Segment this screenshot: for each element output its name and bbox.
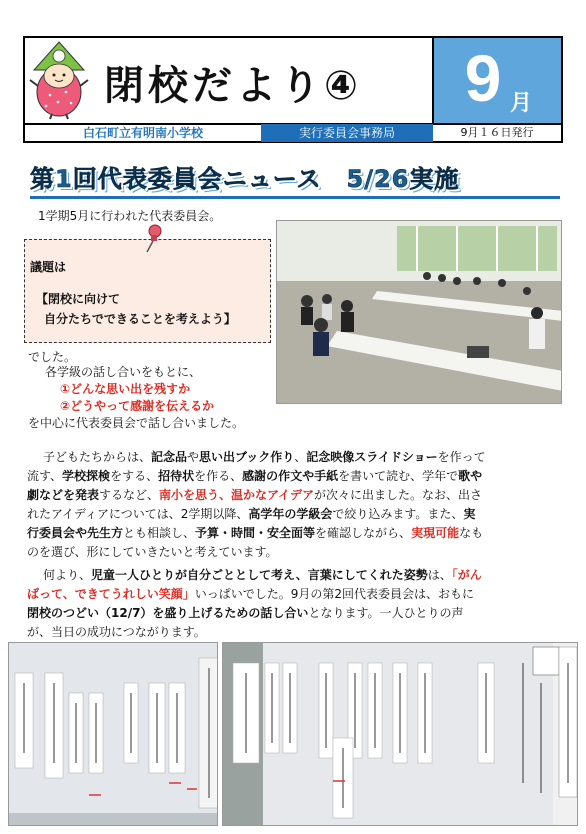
paragraph-line bbox=[27, 585, 562, 604]
text-run: 高学年の学級会 bbox=[248, 507, 333, 521]
text-run: 閉校のつどい（12/7）を盛り上げるための話し合い bbox=[27, 606, 309, 620]
school-name: 白石町立有明南小学校 bbox=[82, 126, 203, 140]
paragraph-line bbox=[27, 623, 562, 642]
push-pin-icon bbox=[142, 224, 164, 254]
discussion-end: を中心に代表委員会で話し合いました。 bbox=[28, 416, 245, 430]
point-1: ①どんな思い出を残すか bbox=[60, 382, 191, 396]
text-run: 行委員会や先生方 bbox=[27, 526, 124, 540]
text-run: とも相談し、 bbox=[123, 526, 196, 540]
text-run: ばって、できてうれしい笑顔」 bbox=[27, 587, 195, 601]
text-run: するなど、 bbox=[99, 488, 160, 502]
text-run: 思い出ブック作り bbox=[199, 450, 295, 464]
text-run: 予算・時間・安全面等 bbox=[195, 526, 316, 540]
text-run: を書いて読む、学年で bbox=[338, 469, 459, 483]
text-run: 児童一人ひとりが自分ごととして考え、言葉にしてくれた姿勢 bbox=[91, 568, 428, 582]
text-run: 招待状 bbox=[158, 469, 195, 483]
board-photo-left bbox=[8, 642, 218, 826]
text-run: 記念品 bbox=[151, 450, 188, 464]
paragraph-line bbox=[27, 448, 562, 467]
text-run: 歌や bbox=[458, 469, 483, 483]
month-suffix: 月 bbox=[510, 91, 533, 116]
mascot-illustration bbox=[26, 40, 92, 120]
text-run: 学校探検 bbox=[62, 469, 111, 483]
text-run: を作って bbox=[437, 450, 486, 464]
paragraph-ideas bbox=[27, 448, 562, 562]
paragraph-line bbox=[27, 524, 562, 543]
text-run: いっぱいでした。9月の第2回代表委員会は、おもに bbox=[194, 587, 475, 601]
issue-date: 9月１６日発行 bbox=[460, 126, 534, 139]
text-run: なも bbox=[459, 526, 484, 540]
agenda-line-1: 【閉校に向けて bbox=[36, 292, 121, 306]
text-run: が次々に出ました。なお、出さ bbox=[313, 488, 482, 502]
discussion-intro: 各学級の話し合いをもとに、 bbox=[45, 365, 202, 379]
text-run: で絞り込みます。また、 bbox=[332, 507, 464, 521]
text-run: 流す、 bbox=[27, 469, 63, 483]
paragraph-line bbox=[27, 486, 562, 505]
paragraph-line bbox=[27, 543, 562, 562]
text-run: をする、 bbox=[110, 469, 159, 483]
text-run: となります。一人ひとりの声 bbox=[308, 606, 464, 620]
after-agenda-text: でした。 bbox=[28, 350, 77, 364]
text-run: 、 bbox=[294, 450, 307, 464]
agenda-line-2: 自分たちでできることを考えよう】 bbox=[44, 312, 236, 326]
paragraph-line bbox=[27, 604, 562, 623]
text-run: 南小を思う、温かなアイデア bbox=[159, 488, 314, 502]
intro-text: 1学期5月に行われた代表委員会。 bbox=[38, 209, 222, 223]
text-run: 記念映像スライドショー bbox=[306, 450, 438, 464]
point-2: ②どうやって感謝を伝えるか bbox=[60, 399, 215, 413]
paragraph-closing bbox=[27, 566, 562, 642]
paragraph-line bbox=[27, 467, 562, 486]
text-run: れたアイディアについては、2学期以降、 bbox=[27, 507, 249, 521]
article-headline: 第1回代表委員会ニュース 5/26実施 bbox=[30, 165, 460, 193]
text-run: 実現可能 bbox=[411, 526, 460, 540]
agenda-label: 議題は bbox=[30, 260, 67, 274]
meeting-photo bbox=[276, 220, 562, 404]
month-number: 9 bbox=[464, 41, 502, 115]
paragraph-line bbox=[27, 566, 562, 585]
board-photo-right bbox=[222, 642, 578, 826]
text-run: を確認しながら、 bbox=[315, 526, 412, 540]
office-name: 実行委員会事務局 bbox=[261, 124, 433, 142]
text-run: 「がん bbox=[451, 568, 482, 582]
text-run: 実 bbox=[463, 507, 476, 521]
paragraph-line bbox=[27, 505, 562, 524]
newsletter-title: 閉校だより④ bbox=[104, 63, 362, 109]
text-run: は、 bbox=[427, 568, 452, 582]
text-run: 劇などを発表 bbox=[27, 488, 100, 502]
text-run: や bbox=[187, 450, 200, 464]
text-run: 感謝の作文や手紙 bbox=[242, 469, 339, 483]
text-run: を作る、 bbox=[194, 469, 243, 483]
headline-rule bbox=[30, 196, 560, 199]
text-run: のを選び、形にしていきたいと考えています。 bbox=[27, 545, 278, 559]
text-run: が、当日の成功につながります。 bbox=[27, 625, 206, 639]
text-run: 何より、 bbox=[43, 568, 92, 582]
text-run: 子どもたちからは、 bbox=[43, 450, 152, 464]
